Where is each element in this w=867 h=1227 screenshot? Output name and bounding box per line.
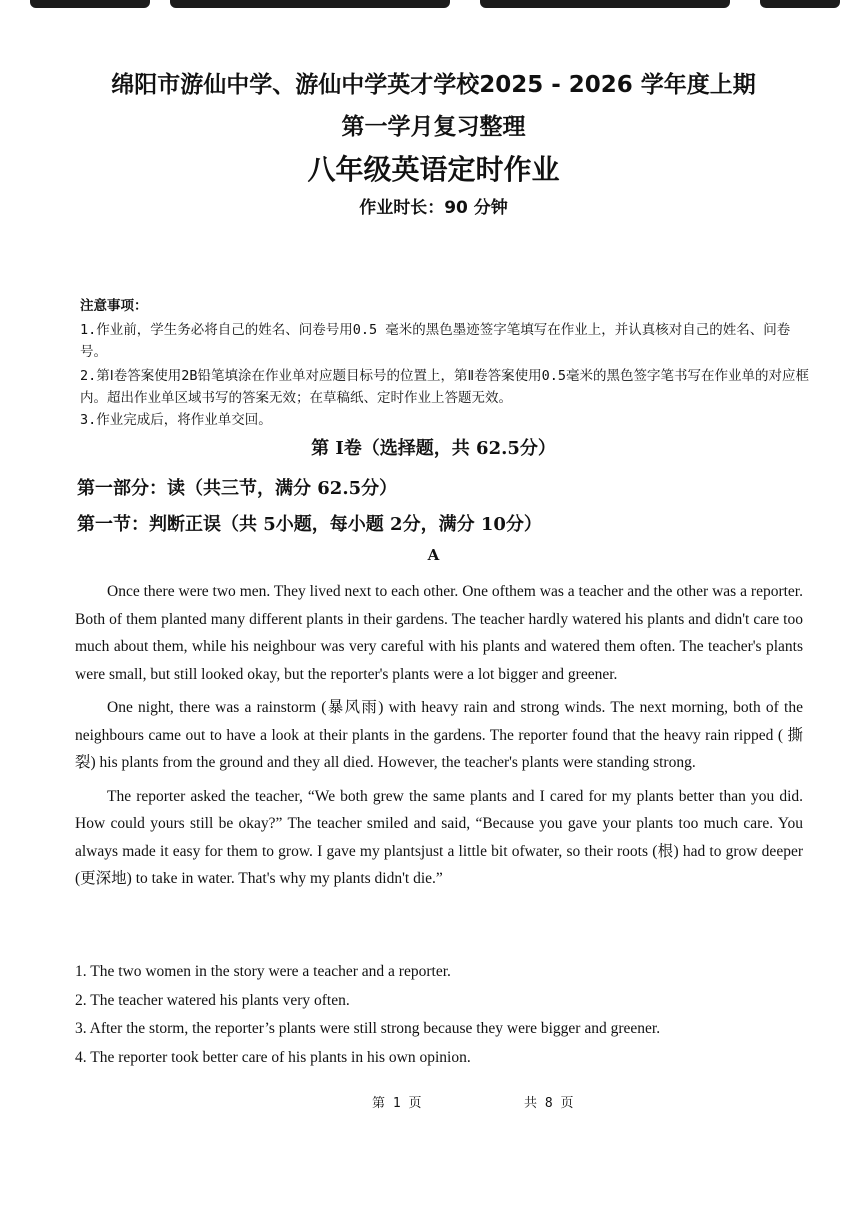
scan-artifact bbox=[30, 0, 150, 8]
scan-artifact bbox=[480, 0, 730, 8]
reading-passage bbox=[75, 578, 803, 899]
question-list bbox=[75, 958, 815, 1072]
volume-title: 第 I卷（选择题，共 62.5分） bbox=[311, 438, 556, 459]
notes-block bbox=[80, 295, 810, 431]
page-title: 八年级英语定时作业 bbox=[307, 153, 560, 186]
passage-paragraph: Once there were two men. They lived next to each other. One ofthem was a teacher and the other was a reporter. Both of them planted many different plants in their gardens. The teacher hardly watered his plants and didn't care too much about them, while his neighbour was very careful with his plants and watered them often. The teacher's plants were small, but still looked okay, but the reporter's plants were a lot bigger and greener. bbox=[75, 583, 803, 683]
notes-heading: 注意事项： bbox=[80, 298, 148, 314]
section-title: 第一节：判断正误（共 5小题，每小题 2分，满分 10分） bbox=[77, 514, 542, 535]
scan-artifact bbox=[760, 0, 840, 8]
note-item: 1.作业前，学生务必将自己的姓名、问卷号用0.5 毫米的黑色墨迹签字笔填写在作业上，并认真核对自己的姓名、问卷号。 bbox=[80, 322, 791, 360]
passage-label: A bbox=[427, 546, 440, 564]
page-number: 第 1 页 bbox=[372, 1096, 422, 1111]
passage-paragraph: The reporter asked the teacher, “We both grew the same plants and I cared for my plants better than you did. How could yours still be okay?” The teacher smiled and said, “Because you gave your plants too much care. You always made it easy for them to grow. I gave my plantsjust a little bit ofwater, so their roots (根) had to grow deeper (更深地) to take in water. That's why my plants didn't die.” bbox=[75, 787, 803, 887]
note-item: 2.第Ⅰ卷答案使用2B铅笔填涂在作业单对应题目标号的位置上，第Ⅱ卷答案使用0.5毫米的黑色签字笔书写在作业单的对应框内。超出作业单区域书写的答案无效；在草稿纸、定时作业上答题无效。 bbox=[80, 368, 810, 406]
question-item: 3. After the storm, the reporter’s plants were still strong because they were bigger and greener. bbox=[75, 1020, 661, 1037]
passage-paragraph: One night, there was a rainstorm (暴风雨) with heavy rain and strong winds. The next morning, both of the neighbours came out to have a look at their plants in the gardens. The reporter found that the heavy rain ripped ( 撕裂) his plants from the ground and they all died. However, the teacher's plants were standing strong. bbox=[75, 699, 803, 771]
question-item: 4. The reporter took better care of his plants in his own opinion. bbox=[75, 1048, 471, 1066]
scan-artifact bbox=[170, 0, 450, 8]
part-title: 第一部分：读（共三节，满分 62.5分） bbox=[77, 478, 398, 499]
scan-top-edge bbox=[0, 0, 867, 12]
review-title: 第一学月复习整理 bbox=[341, 114, 526, 140]
duration-label: 作业时长：90 分钟 bbox=[359, 198, 508, 218]
page-total: 共 8 页 bbox=[524, 1096, 574, 1111]
note-item: 3.作业完成后，将作业单交回。 bbox=[80, 412, 272, 428]
school-title: 绵阳市游仙中学、游仙中学英才学校2025 - 2026 学年度上期 bbox=[111, 72, 756, 98]
question-item: 1. The two women in the story were a teacher and a reporter. bbox=[75, 963, 451, 980]
question-item: 2. The teacher watered his plants very often. bbox=[75, 991, 350, 1009]
